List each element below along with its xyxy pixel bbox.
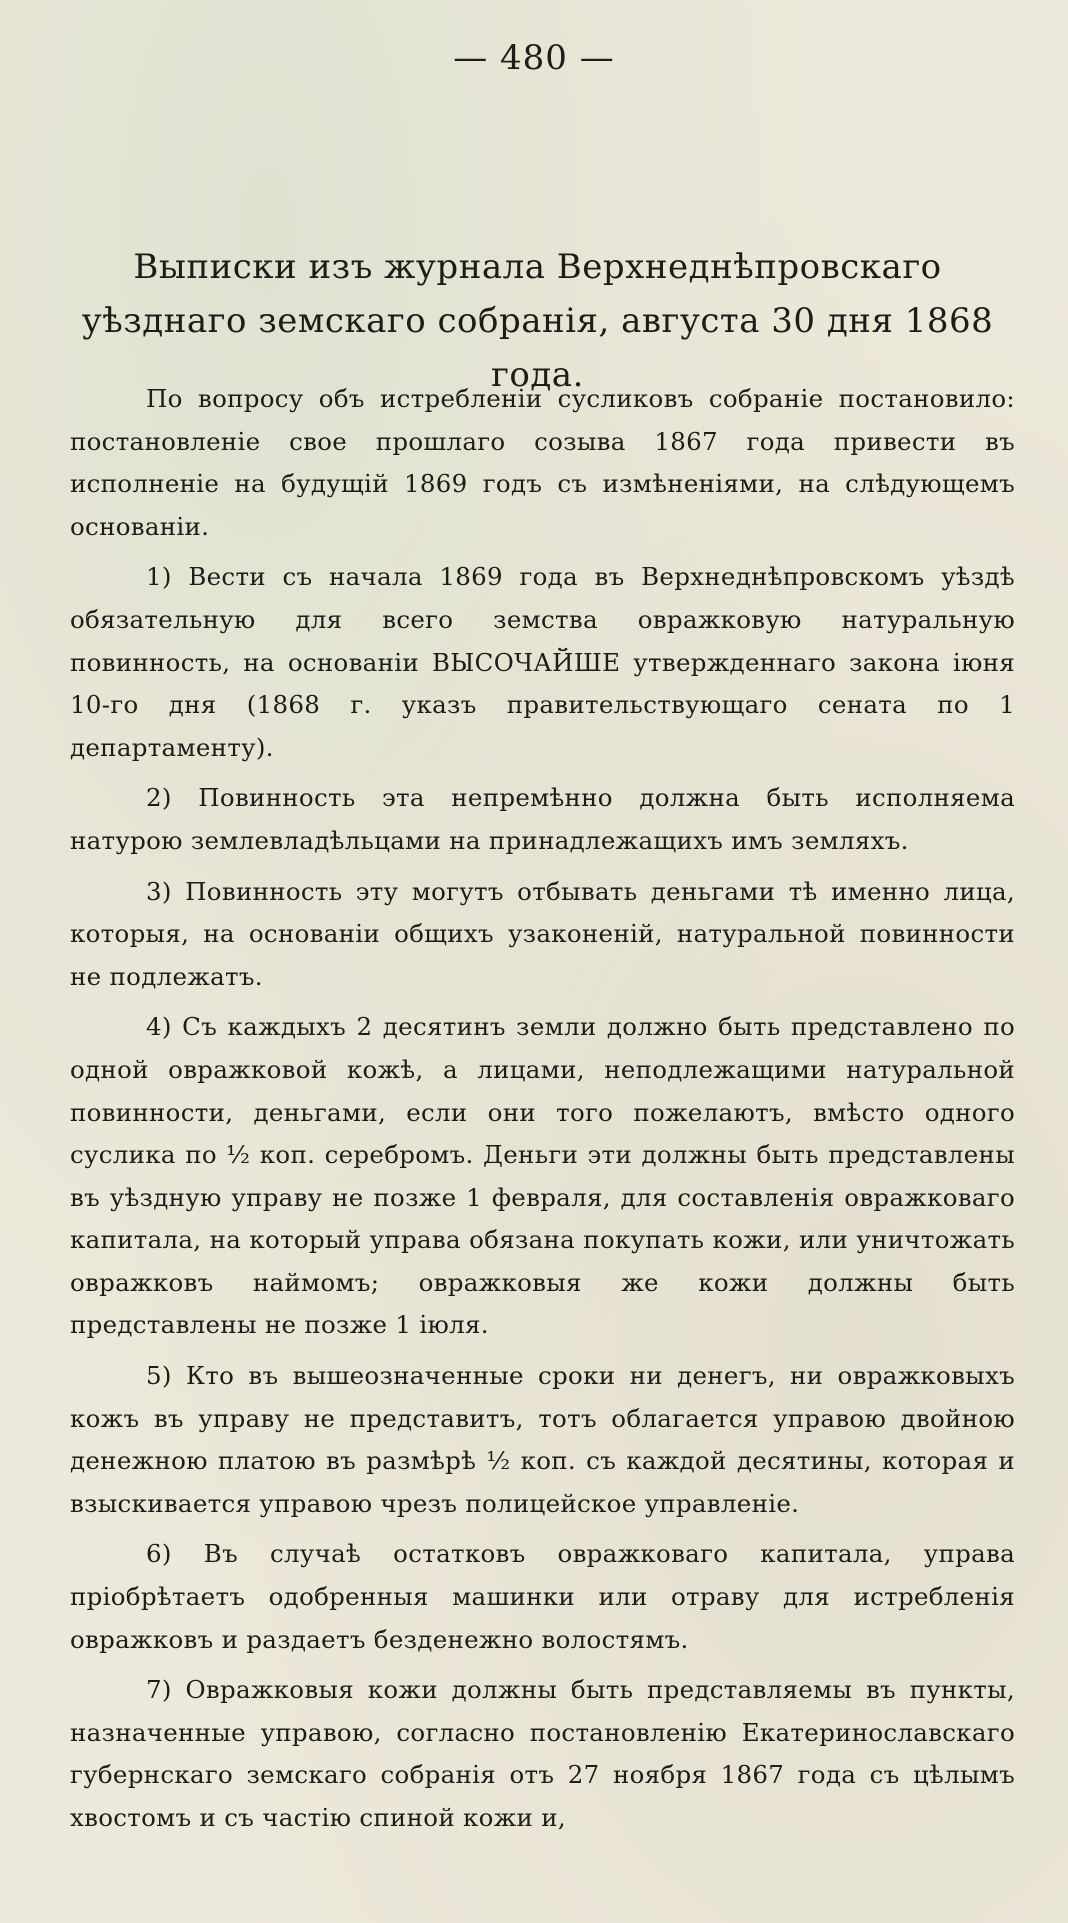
paragraph-item-2: 2) Повинность эта непремѣнно должна быть исполняема натурою землевладѣльцами на принадлежащихъ имъ земляхъ.: [70, 783, 1015, 855]
document-title: Выписки изъ журнала Верхнеднѣпровскаго уѣзднаго земскаго собранія, августа 30 дня 1868 года.: [81, 247, 994, 395]
page-number: — 480 —: [453, 38, 615, 78]
paragraph-item-1: 1) Вести съ начала 1869 года въ Верхнеднѣпровскомъ уѣздѣ обязательную для всего земства овражковую натуральную повинность, на основаніи ВЫСОЧАЙШЕ утвержденнаго закона іюня 10-го дня (1868 г. указъ правительствующаго сената по 1 департаменту).: [70, 562, 1015, 762]
paragraph-intro: По вопросу объ истребленіи сусликовъ собраніе постановило: постановленіе свое прошлаго созыва 1867 года привести въ исполненіе на будущій 1869 годъ съ измѣненіями, на слѣдующемъ основаніи.: [70, 384, 1015, 541]
paragraph-item-5: 5) Кто въ вышеозначенные сроки ни денегъ, ни овражковыхъ кожъ въ управу не представитъ, тотъ облагается управою двойною денежною платою въ размѣрѣ ½ коп. съ каждой десятины, которая и взыскивается управою чрезъ полицейское управленіе.: [70, 1361, 1015, 1518]
paragraph-item-6: 6) Въ случаѣ остатковъ овражковаго капитала, управа пріобрѣтаетъ одобренныя машинки или отраву для истребленія овражковъ и раздаетъ безденежно волостямъ.: [70, 1539, 1015, 1654]
paragraph-item-7: 7) Овражковыя кожи должны быть представляемы въ пункты, назначенные управою, согласно постановленію Екатеринославскаго губернскаго земскаго собранія отъ 27 ноября 1867 года съ цѣлымъ хвостомъ и съ частію спиной кожи и,: [70, 1675, 1015, 1832]
paragraph-item-4: 4) Съ каждыхъ 2 десятинъ земли должно быть представлено по одной овражковой кожѣ, а лицами, неподлежащими натуральной повинности, деньгами, если они того пожелаютъ, вмѣсто одного суслика по ½ коп. серебромъ. Деньги эти должны быть представлены въ уѣздную управу не позже 1 февраля, для составленія овражковаго капитала, на который управа обязана покупать кожи, или уничтожать овражковъ наймомъ; овражковыя же кожи должны быть представлены не позже 1 іюля.: [70, 1012, 1015, 1340]
paragraph-item-3: 3) Повинность эту могутъ отбывать деньгами тѣ именно лица, которыя, на основаніи общихъ узаконеній, натуральной повинности не подлежатъ.: [70, 876, 1015, 991]
document-body: [70, 378, 1015, 1848]
